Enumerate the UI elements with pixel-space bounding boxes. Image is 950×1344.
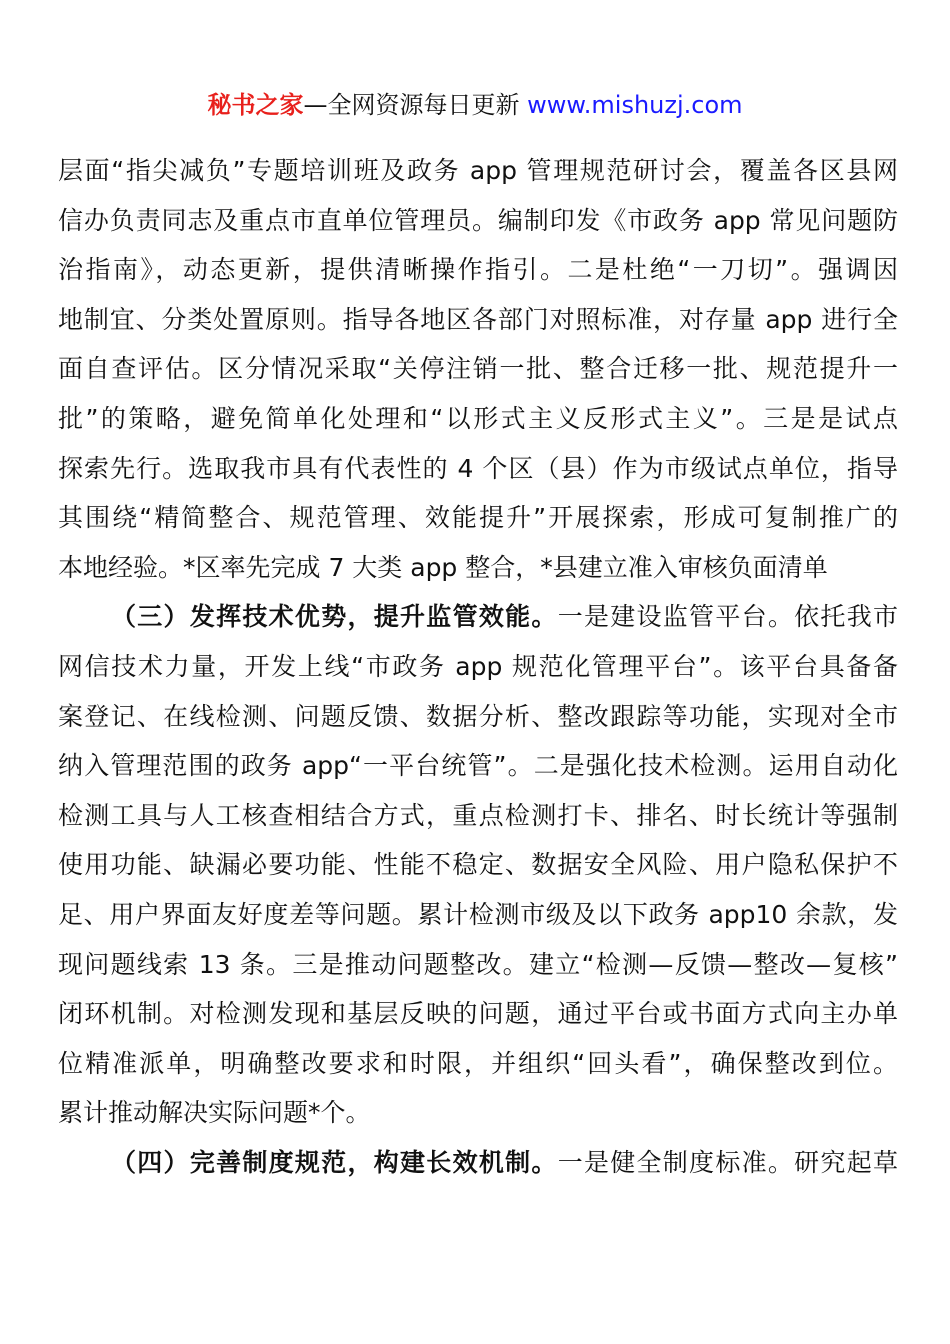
section-heading: （四）完善制度规范，构建长效机制。 [111,1147,558,1177]
section-heading-line: （四）完善制度规范，构建长效机制。一是健全制度标准。研究起草 [111,1147,898,1177]
text-line: 网信技术力量，开发上线“市政务 app 规范化管理平台”。该平台具备备 [58,651,898,681]
text-line: 本地经验。*区率先完成 7 大类 app 整合，*县建立准入审核负面清单 [58,552,828,582]
text-line: 检测工具与人工核查相结合方式，重点检测打卡、排名、时长统计等强制 [58,800,898,830]
text-line: 信办负责同志及重点市直单位管理员。编制印发《市政务 app 常见问题防 [58,205,898,235]
text-line: 面自查评估。区分情况采取“关停注销一批、整合迁移一批、规范提升一 [58,354,898,384]
header-tagline: —全网资源每日更新 [303,91,520,119]
brand-name: 秘书之家 [207,91,304,119]
section-heading: （三）发挥技术优势，提升监管效能。 [111,602,558,632]
site-header [0,88,950,122]
text-line: 足、用户界面友好度差等问题。累计检测市级及以下政务 app10 余款，发 [58,899,898,929]
text-line: 层面“指尖减负”专题培训班及政务 app 管理规范研讨会，覆盖各区县网 [58,156,898,185]
site-url-link[interactable]: www.mishuzj.com [527,91,743,119]
text-line: 其围绕“精简整合、规范管理、效能提升”开展探索，形成可复制推广的 [58,503,898,533]
text-line: 现问题线索 13 条。三是推动问题整改。建立“检测—反馈—整改—复核” [58,949,898,979]
section-heading-line: （三）发挥技术优势，提升监管效能。一是建设监管平台。依托我市 [111,602,898,632]
text-line: 案登记、在线检测、问题反馈、数据分析、整改跟踪等功能，实现对全市 [58,701,898,731]
text-line: 地制宜、分类处置原则。指导各地区各部门对照标准，对存量 app 进行全 [58,304,898,334]
text-line: 纳入管理范围的政务 app“一平台统管”。二是强化技术检测。运用自动化 [58,751,898,781]
text-line: 累计推动解决实际问题*个。 [58,1098,371,1128]
text-line: 探索先行。选取我市具有代表性的 4 个区（县）作为市级试点单位，指导 [58,453,898,483]
text-line: 治指南》，动态更新，提供清晰操作指引。二是杜绝“一刀切”。强调因 [58,255,898,285]
text-line: 闭环机制。对检测发现和基层反映的问题，通过平台或书面方式向主办单 [58,999,898,1029]
text-line: 批”的策略，避免简单化处理和“以形式主义反形式主义”。三是是试点 [58,403,898,433]
text-line: 使用功能、缺漏必要功能、性能不稳定、数据安全风险、用户隐私保护不 [58,850,898,880]
document-body [58,146,898,1187]
text-line: 位精准派单，明确整改要求和时限，并组织“回头看”，确保整改到位。 [58,1048,898,1078]
